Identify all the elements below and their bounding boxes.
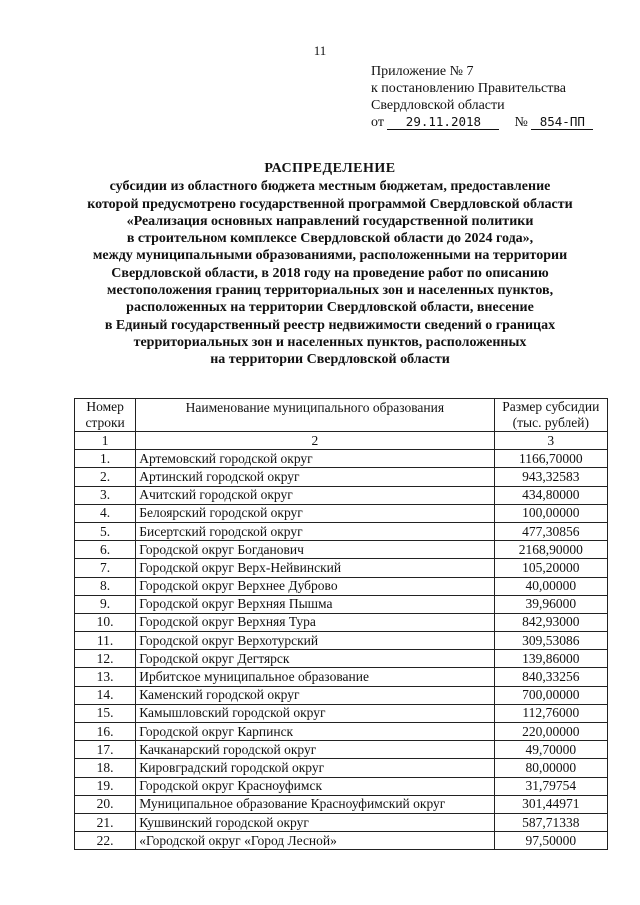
- municipality-name: Бисертский городской округ: [136, 522, 494, 540]
- table-row: [75, 723, 608, 741]
- subsidy-amount: 842,93000: [494, 613, 607, 631]
- table-row: [75, 759, 608, 777]
- row-number: 6.: [75, 541, 136, 559]
- table-row: [75, 468, 608, 486]
- document-title: [60, 160, 600, 369]
- municipality-name: Ачитский городской округ: [136, 486, 494, 504]
- municipality-name: Качканарский городской округ: [136, 741, 494, 759]
- row-number: 13.: [75, 668, 136, 686]
- subsidy-amount: 477,30856: [494, 522, 607, 540]
- date-prefix: от: [371, 115, 384, 130]
- table-header-row: [75, 399, 608, 432]
- municipality-name: Городской округ Верх-Нейвинский: [136, 559, 494, 577]
- table-row: [75, 741, 608, 759]
- table-row: [75, 832, 608, 850]
- row-number: 4.: [75, 504, 136, 522]
- row-number: 5.: [75, 522, 136, 540]
- row-number: 15.: [75, 704, 136, 722]
- title-line: расположенных на территории Свердловской области, внесение: [126, 300, 534, 316]
- subsidy-amount: 49,70000: [494, 741, 607, 759]
- subsidy-amount: 80,00000: [494, 759, 607, 777]
- municipality-name: Городской округ Карпинск: [136, 723, 494, 741]
- subsidy-table: [74, 398, 608, 850]
- subsidy-amount: 139,86000: [494, 650, 607, 668]
- municipality-name: Муниципальное образование Красноуфимский округ: [136, 795, 494, 813]
- table-row: [75, 541, 608, 559]
- subsidy-amount: 1166,70000: [494, 450, 607, 468]
- municipality-name: Городской округ Верхняя Тура: [136, 613, 494, 631]
- page-number: 11: [313, 43, 327, 58]
- subsidy-amount: 112,76000: [494, 704, 607, 722]
- subsidy-amount: 105,20000: [494, 559, 607, 577]
- title-line: территориальных зон и населенных пунктов, расположенных: [133, 334, 527, 350]
- municipality-name: Городской округ Дегтярск: [136, 650, 494, 668]
- municipality-name: Городской округ Верхняя Пышма: [136, 595, 494, 613]
- municipality-name: Каменский городской округ: [136, 686, 494, 704]
- title-line: Свердловской области, в 2018 году на проведение работ по описанию: [111, 265, 549, 281]
- annex-region: Свердловской области: [371, 98, 505, 113]
- title-line: в строительном комплексе Свердловской области до 2024 года»,: [126, 231, 534, 247]
- table-row: [75, 704, 608, 722]
- municipality-name: Городской округ Богданович: [136, 541, 494, 559]
- annex-date-line: [371, 114, 593, 131]
- column-index: 3: [494, 432, 607, 450]
- row-number: 16.: [75, 723, 136, 741]
- title-line: которой предусмотрено государственной программой Свердловской области: [87, 196, 573, 212]
- row-number: 9.: [75, 595, 136, 613]
- column-index: 2: [136, 432, 494, 450]
- table-row: [75, 668, 608, 686]
- municipality-name: Артемовский городской округ: [136, 450, 494, 468]
- table-row: [75, 450, 608, 468]
- title-heading: РАСПРЕДЕЛЕНИЕ: [264, 161, 396, 176]
- municipality-name: «Городской округ «Город Лесной»: [136, 832, 494, 850]
- subsidy-amount: 40,00000: [494, 577, 607, 595]
- row-number: 10.: [75, 613, 136, 631]
- subsidy-amount: 700,00000: [494, 686, 607, 704]
- title-line: в Единый государственный реестр недвижимости сведений о границах: [104, 317, 556, 333]
- row-number: 21.: [75, 813, 136, 831]
- row-number: 12.: [75, 650, 136, 668]
- table-row: [75, 522, 608, 540]
- row-number: 17.: [75, 741, 136, 759]
- title-line: местоположения границ территориальных зон и населенных пунктов,: [106, 283, 554, 299]
- row-number: 7.: [75, 559, 136, 577]
- annex-title: Приложение № 7: [371, 64, 474, 79]
- decree-number: 854-ПП: [531, 115, 593, 130]
- decree-date: 29.11.2018: [387, 115, 499, 130]
- subsidy-amount: 97,50000: [494, 832, 607, 850]
- municipality-name: Городской округ Верхнее Дуброво: [136, 577, 494, 595]
- subsidy-amount: 587,71338: [494, 813, 607, 831]
- table-row: [75, 632, 608, 650]
- row-number: 18.: [75, 759, 136, 777]
- subsidy-amount: 31,79754: [494, 777, 607, 795]
- row-number: 11.: [75, 632, 136, 650]
- table-row: [75, 504, 608, 522]
- title-line: субсидии из областного бюджета местным бюджетам, предоставление: [109, 179, 551, 195]
- annex-decree-ref: к постановлению Правительства: [371, 81, 567, 96]
- municipality-name: Белоярский городской округ: [136, 504, 494, 522]
- row-number: 20.: [75, 795, 136, 813]
- row-number: 8.: [75, 577, 136, 595]
- row-number: 2.: [75, 468, 136, 486]
- municipality-name: Камышловский городской округ: [136, 704, 494, 722]
- annex-block: [371, 63, 593, 131]
- table-row: [75, 795, 608, 813]
- subsidy-amount: 100,00000: [494, 504, 607, 522]
- municipality-name: Кировградский городской округ: [136, 759, 494, 777]
- title-line: «Реализация основных направлений государственной политики: [126, 213, 534, 229]
- subsidy-amount: 220,00000: [494, 723, 607, 741]
- municipality-name: Артинский городской округ: [136, 468, 494, 486]
- header-row-number: Номер строки: [75, 399, 136, 432]
- table-row: [75, 486, 608, 504]
- municipality-name: Городской округ Красноуфимск: [136, 777, 494, 795]
- header-municipality: Наименование муниципального образования: [136, 399, 494, 432]
- row-number: 1.: [75, 450, 136, 468]
- table-row: [75, 613, 608, 631]
- table-row: [75, 595, 608, 613]
- subsidy-amount: 2168,90000: [494, 541, 607, 559]
- table-row: [75, 577, 608, 595]
- row-number: 19.: [75, 777, 136, 795]
- row-number: 14.: [75, 686, 136, 704]
- table-row: [75, 777, 608, 795]
- municipality-name: Кушвинский городской округ: [136, 813, 494, 831]
- header-subsidy-amount: Размер субсидии (тыс. рублей): [494, 399, 607, 432]
- subsidy-amount: 434,80000: [494, 486, 607, 504]
- row-number: 3.: [75, 486, 136, 504]
- municipality-name: Городской округ Верхотурский: [136, 632, 494, 650]
- number-prefix: №: [514, 115, 528, 130]
- subsidy-amount: 309,53086: [494, 632, 607, 650]
- table-row: [75, 686, 608, 704]
- title-line: между муниципальными образованиями, расположенными на территории: [92, 248, 568, 264]
- table-row: [75, 650, 608, 668]
- title-line: на территории Свердловской области: [210, 352, 450, 368]
- column-index-row: [75, 432, 608, 450]
- row-number: 22.: [75, 832, 136, 850]
- subsidy-amount: 943,32583: [494, 468, 607, 486]
- subsidy-amount: 840,33256: [494, 668, 607, 686]
- subsidy-amount: 39,96000: [494, 595, 607, 613]
- table-row: [75, 813, 608, 831]
- column-index: 1: [75, 432, 136, 450]
- table-row: [75, 559, 608, 577]
- municipality-name: Ирбитское муниципальное образование: [136, 668, 494, 686]
- subsidy-amount: 301,44971: [494, 795, 607, 813]
